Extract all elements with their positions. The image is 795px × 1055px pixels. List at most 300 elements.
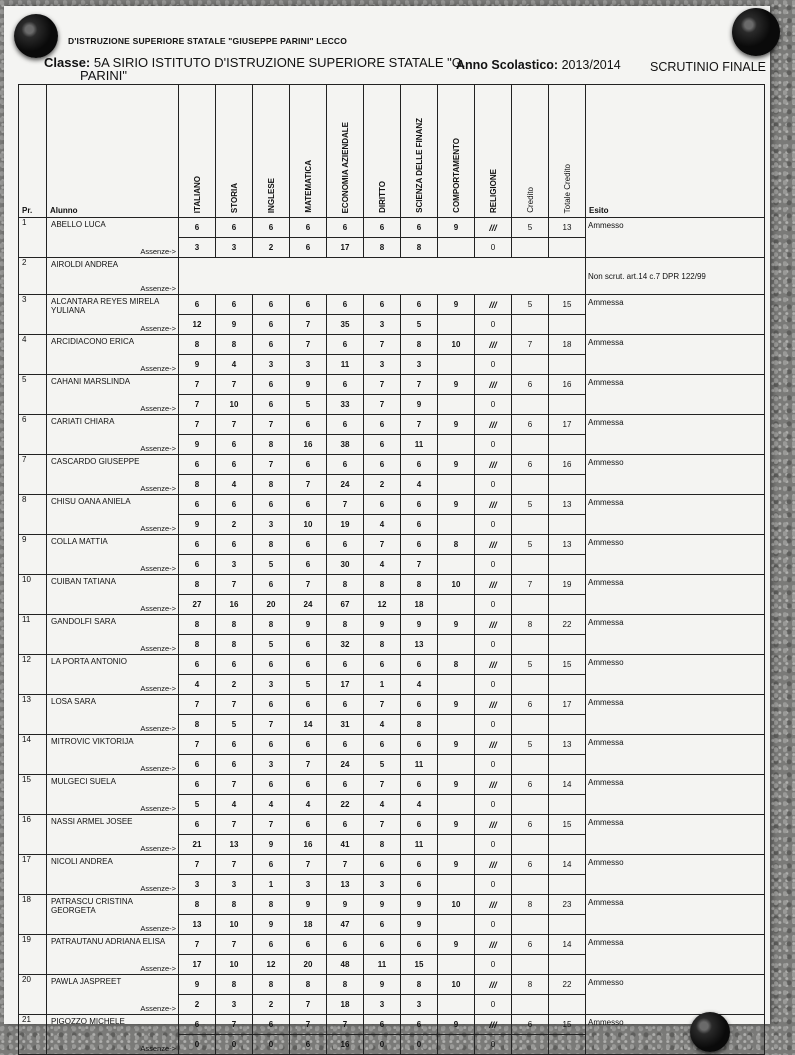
absence-cell: 4 <box>364 795 401 815</box>
grade-cell: /// <box>475 455 512 475</box>
absence-cell: 0 <box>475 795 512 815</box>
absence-cell: 9 <box>216 315 253 335</box>
grade-cell: 13 <box>549 535 586 555</box>
grade-cell: 5 <box>512 655 549 675</box>
grade-cell: 7 <box>216 415 253 435</box>
student-cell <box>47 495 179 535</box>
grade-cell: 10 <box>438 335 475 355</box>
absence-cell <box>549 595 586 615</box>
absence-cell: 9 <box>179 355 216 375</box>
table-row <box>19 415 765 435</box>
grade-cell: 6 <box>290 495 327 515</box>
absences-label: Assenze-> <box>140 444 176 453</box>
grade-cell: 9 <box>438 935 475 955</box>
school-year-value: 2013/2014 <box>561 58 621 72</box>
grade-cell: 6 <box>253 935 290 955</box>
absence-cell <box>512 315 549 335</box>
absence-cell: 2 <box>216 675 253 695</box>
student-name: GANDOLFI SARA <box>51 617 116 626</box>
absence-cell: 3 <box>290 355 327 375</box>
grade-cell: /// <box>475 295 512 315</box>
student-cell <box>47 218 179 258</box>
grade-cell: 8 <box>512 975 549 995</box>
absence-cell: 24 <box>327 755 364 775</box>
grade-cell: 6 <box>327 295 364 315</box>
student-cell <box>47 295 179 335</box>
grade-cell: 18 <box>549 335 586 355</box>
grade-cell: 14 <box>549 855 586 875</box>
row-number: 7 <box>19 455 47 495</box>
col-inglese-label: INGLESE <box>266 177 276 213</box>
absence-cell <box>549 875 586 895</box>
absences-label: Assenze-> <box>140 644 176 653</box>
absence-cell: 0 <box>475 755 512 775</box>
absence-cell: 0 <box>401 1035 438 1055</box>
absence-cell <box>512 595 549 615</box>
absence-cell: 24 <box>290 595 327 615</box>
absence-cell: 8 <box>253 435 290 455</box>
absence-cell: 4 <box>401 675 438 695</box>
grade-cell: 9 <box>438 295 475 315</box>
grade-cell: /// <box>475 895 512 915</box>
grade-cell: 5 <box>512 295 549 315</box>
absence-cell: 2 <box>364 475 401 495</box>
absence-cell: 7 <box>253 715 290 735</box>
school-year-label: Anno Scolastico: <box>456 58 559 72</box>
grade-cell: 8 <box>179 575 216 595</box>
absence-cell: 16 <box>290 835 327 855</box>
grade-cell: 13 <box>549 735 586 755</box>
grade-cell: 6 <box>179 295 216 315</box>
grade-cell: 22 <box>549 975 586 995</box>
grade-cell: 6 <box>401 218 438 238</box>
grade-cell: 7 <box>364 535 401 555</box>
student-name: NICOLI ANDREA <box>51 857 113 866</box>
absence-cell: 3 <box>401 355 438 375</box>
absence-cell <box>549 355 586 375</box>
absence-cell: 11 <box>364 955 401 975</box>
absence-cell: 8 <box>253 475 290 495</box>
grade-cell: 7 <box>216 695 253 715</box>
grade-cell: 6 <box>253 375 290 395</box>
row-number: 14 <box>19 735 47 775</box>
student-name: CASCARDO GIUSEPPE <box>51 457 140 466</box>
grade-cell: 9 <box>401 895 438 915</box>
absence-cell: 0 <box>475 635 512 655</box>
grade-cell: /// <box>475 1015 512 1035</box>
absence-cell: 18 <box>290 915 327 935</box>
grade-cell: /// <box>475 815 512 835</box>
grade-cell: 6 <box>290 295 327 315</box>
absence-cell <box>438 715 475 735</box>
absence-cell <box>512 555 549 575</box>
grade-cell: 6 <box>327 695 364 715</box>
absence-cell: 8 <box>401 715 438 735</box>
grade-cell: 6 <box>512 375 549 395</box>
absence-cell: 3 <box>216 875 253 895</box>
grade-cell: 6 <box>401 735 438 755</box>
grade-cell: 6 <box>216 735 253 755</box>
grade-cell: 8 <box>512 615 549 635</box>
absence-cell <box>438 795 475 815</box>
absence-cell <box>438 595 475 615</box>
grade-cell: 10 <box>438 575 475 595</box>
absence-cell: 0 <box>179 1035 216 1055</box>
grade-cell: 6 <box>364 455 401 475</box>
absences-label: Assenze-> <box>140 404 176 413</box>
grade-cell: 7 <box>253 415 290 435</box>
student-cell <box>47 415 179 455</box>
absences-label: Assenze-> <box>140 364 176 373</box>
grade-cell: 6 <box>364 218 401 238</box>
absence-cell: 6 <box>179 755 216 775</box>
grade-cell: /// <box>475 415 512 435</box>
grade-cell: 14 <box>549 775 586 795</box>
grade-cell: 6 <box>179 495 216 515</box>
absence-cell: 11 <box>401 835 438 855</box>
absence-cell: 17 <box>327 675 364 695</box>
absence-cell: 27 <box>179 595 216 615</box>
absences-label: Assenze-> <box>140 724 176 733</box>
grade-cell: 6 <box>512 815 549 835</box>
absence-cell <box>512 715 549 735</box>
absence-cell: 20 <box>290 955 327 975</box>
absence-cell: 0 <box>475 915 512 935</box>
student-cell <box>47 575 179 615</box>
absence-cell <box>512 515 549 535</box>
grade-cell: 6 <box>216 535 253 555</box>
grade-cell: 6 <box>253 335 290 355</box>
student-cell <box>47 615 179 655</box>
col-comportamento-label: COMPORTAMENTO <box>451 138 461 213</box>
student-name: COLLA MATTIA <box>51 537 108 546</box>
table-row <box>19 895 765 915</box>
absence-cell: 33 <box>327 395 364 415</box>
absence-cell: 3 <box>216 555 253 575</box>
absences-label: Assenze-> <box>140 684 176 693</box>
grade-cell: 6 <box>401 775 438 795</box>
absence-cell: 0 <box>475 595 512 615</box>
absence-cell: 9 <box>253 915 290 935</box>
grades-body <box>19 218 765 1055</box>
grade-cell: 7 <box>216 775 253 795</box>
grade-cell: 6 <box>364 655 401 675</box>
absence-cell: 7 <box>290 315 327 335</box>
student-cell <box>47 335 179 375</box>
absence-cell: 6 <box>290 238 327 258</box>
absence-cell: 1 <box>364 675 401 695</box>
table-row <box>19 335 765 355</box>
absence-cell: 22 <box>327 795 364 815</box>
grade-cell: 6 <box>253 1015 290 1035</box>
row-number: 8 <box>19 495 47 535</box>
absence-cell: 0 <box>475 238 512 258</box>
grade-cell: 9 <box>438 375 475 395</box>
grade-cell: 6 <box>512 455 549 475</box>
col-pr: Pr. <box>19 85 47 218</box>
absence-cell: 0 <box>475 1035 512 1055</box>
student-name: ARCIDIACONO ERICA <box>51 337 135 346</box>
absence-cell <box>512 995 549 1015</box>
grade-cell: 9 <box>290 615 327 635</box>
grade-cell: 6 <box>327 335 364 355</box>
table-row <box>19 775 765 795</box>
absences-label: Assenze-> <box>140 764 176 773</box>
absence-cell <box>549 435 586 455</box>
absence-cell: 0 <box>475 315 512 335</box>
grade-cell: 9 <box>327 895 364 915</box>
absence-cell <box>438 955 475 975</box>
grade-cell: 6 <box>401 455 438 475</box>
grade-cell: 7 <box>179 935 216 955</box>
absence-cell: 6 <box>216 755 253 775</box>
absence-cell <box>438 635 475 655</box>
row-number: 16 <box>19 815 47 855</box>
absence-cell <box>512 915 549 935</box>
absence-cell: 17 <box>327 238 364 258</box>
table-row <box>19 295 765 315</box>
absence-cell <box>512 755 549 775</box>
absence-cell: 7 <box>290 475 327 495</box>
absence-cell: 5 <box>179 795 216 815</box>
grade-cell: 16 <box>549 455 586 475</box>
grade-cell: 9 <box>438 855 475 875</box>
grade-cell: 6 <box>327 415 364 435</box>
absence-cell <box>549 715 586 735</box>
grade-cell: 6 <box>364 855 401 875</box>
absence-cell: 48 <box>327 955 364 975</box>
table-row <box>19 655 765 675</box>
grade-cell: 9 <box>401 615 438 635</box>
absence-cell <box>549 915 586 935</box>
absence-cell: 19 <box>327 515 364 535</box>
esito-cell: Ammessa <box>586 695 765 735</box>
absence-cell <box>438 238 475 258</box>
col-esito: Esito <box>586 85 765 218</box>
grade-cell: 6 <box>401 535 438 555</box>
absences-label: Assenze-> <box>140 1044 176 1053</box>
esito-cell: Ammesso <box>586 1015 765 1055</box>
col-italiano-label: ITALIANO <box>192 175 202 213</box>
grades-table <box>18 84 765 1055</box>
grade-cell: 7 <box>216 935 253 955</box>
student-cell <box>47 375 179 415</box>
grade-cell: 6 <box>327 655 364 675</box>
table-row <box>19 258 765 295</box>
grade-cell: 7 <box>179 375 216 395</box>
grade-cell: 6 <box>253 695 290 715</box>
grade-cell: 6 <box>512 695 549 715</box>
grade-cell: 6 <box>512 415 549 435</box>
absence-cell <box>512 835 549 855</box>
grade-cell: 6 <box>401 855 438 875</box>
absence-cell: 31 <box>327 715 364 735</box>
grade-cell: 6 <box>290 935 327 955</box>
grade-cell: 7 <box>512 575 549 595</box>
empty-cell <box>179 258 586 295</box>
grade-cell: 6 <box>401 815 438 835</box>
esito-cell: Ammessa <box>586 615 765 655</box>
absence-cell: 6 <box>401 515 438 535</box>
grade-cell: 7 <box>364 775 401 795</box>
grade-cell: 7 <box>216 855 253 875</box>
absence-cell: 6 <box>401 875 438 895</box>
grade-cell: 8 <box>253 895 290 915</box>
absence-cell: 20 <box>253 595 290 615</box>
grade-cell: 9 <box>364 975 401 995</box>
absences-label: Assenze-> <box>140 484 176 493</box>
student-cell <box>47 735 179 775</box>
absence-cell <box>438 395 475 415</box>
col-scienza-finanze <box>401 85 438 218</box>
grade-cell: /// <box>475 695 512 715</box>
student-name: PAWLA JASPREET <box>51 977 122 986</box>
esito-note: Non scrut. art.14 c.7 DPR 122/99 <box>586 258 765 295</box>
absence-cell: 4 <box>253 795 290 815</box>
student-name: MULGECI SUELA <box>51 777 116 786</box>
absences-label: Assenze-> <box>140 844 176 853</box>
grade-cell: 6 <box>401 495 438 515</box>
absence-cell: 3 <box>253 755 290 775</box>
grade-cell: 8 <box>179 615 216 635</box>
grade-cell: 7 <box>401 375 438 395</box>
grade-cell: 7 <box>179 695 216 715</box>
student-name: CARIATI CHIARA <box>51 417 115 426</box>
document-title: SCRUTINIO FINALE <box>650 60 766 74</box>
absence-cell <box>438 1035 475 1055</box>
row-number: 5 <box>19 375 47 415</box>
table-row <box>19 535 765 555</box>
grade-cell: 8 <box>401 335 438 355</box>
absence-cell: 16 <box>327 1035 364 1055</box>
grade-cell: 9 <box>438 415 475 435</box>
absence-cell: 38 <box>327 435 364 455</box>
student-name: ABELLO LUCA <box>51 220 106 229</box>
absence-cell: 5 <box>216 715 253 735</box>
student-name: CUIBAN TATIANA <box>51 577 116 586</box>
absences-label: Assenze-> <box>140 284 176 293</box>
school-year <box>456 58 621 72</box>
grade-cell: 10 <box>438 895 475 915</box>
col-storia-label: STORIA <box>229 182 239 213</box>
absence-cell <box>438 995 475 1015</box>
absence-cell: 0 <box>475 675 512 695</box>
absence-cell: 30 <box>327 555 364 575</box>
absence-cell: 4 <box>364 715 401 735</box>
grade-cell: 15 <box>549 1015 586 1035</box>
grade-cell: 8 <box>216 975 253 995</box>
esito-cell: Ammesso <box>586 855 765 895</box>
grade-cell: 9 <box>438 615 475 635</box>
absence-cell: 5 <box>290 395 327 415</box>
absence-cell: 5 <box>401 315 438 335</box>
table-row <box>19 695 765 715</box>
absence-cell <box>512 355 549 375</box>
absence-cell <box>512 238 549 258</box>
student-cell <box>47 1015 179 1055</box>
absence-cell: 12 <box>364 595 401 615</box>
absence-cell <box>512 795 549 815</box>
grade-cell: 8 <box>438 535 475 555</box>
absence-cell <box>512 875 549 895</box>
col-economia-label: ECONOMIA AZIENDALE <box>340 121 350 213</box>
class-heading <box>44 56 466 82</box>
esito-cell: Ammessa <box>586 775 765 815</box>
absences-label: Assenze-> <box>140 604 176 613</box>
grade-cell: 7 <box>327 855 364 875</box>
grade-cell: 6 <box>512 1015 549 1035</box>
absence-cell: 3 <box>364 995 401 1015</box>
grade-cell: 7 <box>401 415 438 435</box>
grade-cell: 9 <box>364 895 401 915</box>
grade-cell: 8 <box>216 335 253 355</box>
student-name: MITROVIC VIKTORIJA <box>51 737 134 746</box>
grade-cell: /// <box>475 535 512 555</box>
col-religione <box>475 85 512 218</box>
absence-cell: 5 <box>253 635 290 655</box>
row-number: 15 <box>19 775 47 815</box>
grade-cell: 6 <box>401 655 438 675</box>
student-name: PATRAUTANU ADRIANA ELISA <box>51 937 166 946</box>
grade-cell: 6 <box>290 535 327 555</box>
col-italiano <box>179 85 216 218</box>
grade-cell: 8 <box>327 975 364 995</box>
absence-cell: 4 <box>216 795 253 815</box>
absence-cell: 11 <box>401 755 438 775</box>
absence-cell: 4 <box>216 355 253 375</box>
row-number: 3 <box>19 295 47 335</box>
grade-cell: 15 <box>549 815 586 835</box>
table-row <box>19 855 765 875</box>
grade-cell: 6 <box>512 935 549 955</box>
absence-cell <box>438 355 475 375</box>
grade-cell: 6 <box>290 218 327 238</box>
absence-cell: 2 <box>179 995 216 1015</box>
absence-cell <box>549 835 586 855</box>
col-totale-credito-label: Totale Credito <box>562 163 572 213</box>
grade-cell: 8 <box>179 895 216 915</box>
grade-cell: 6 <box>327 535 364 555</box>
grade-cell: 6 <box>327 775 364 795</box>
absence-cell: 8 <box>179 715 216 735</box>
absence-cell: 8 <box>364 635 401 655</box>
absence-cell: 4 <box>401 475 438 495</box>
grade-cell: 7 <box>216 575 253 595</box>
grade-cell: 6 <box>364 495 401 515</box>
absence-cell: 16 <box>216 595 253 615</box>
absence-cell: 2 <box>216 515 253 535</box>
absence-cell <box>549 1035 586 1055</box>
grade-cell: 6 <box>512 775 549 795</box>
grade-cell: 6 <box>179 218 216 238</box>
header-row <box>19 85 765 218</box>
class-line-1: 5A SIRIO ISTITUTO D'ISTRUZIONE SUPERIORE STATALE "G. <box>93 55 466 70</box>
col-matematica-label: MATEMATICA <box>303 160 313 213</box>
absence-cell: 7 <box>179 395 216 415</box>
absence-cell: 10 <box>216 395 253 415</box>
pushpin-icon <box>14 14 58 58</box>
grade-cell: 6 <box>401 935 438 955</box>
grade-cell: 9 <box>438 218 475 238</box>
grade-cell: 8 <box>327 575 364 595</box>
grade-cell: 9 <box>438 495 475 515</box>
grade-cell: 7 <box>290 1015 327 1035</box>
absence-cell <box>549 238 586 258</box>
grade-cell: 8 <box>327 615 364 635</box>
absence-cell: 2 <box>253 995 290 1015</box>
table-row <box>19 495 765 515</box>
absence-cell: 13 <box>401 635 438 655</box>
